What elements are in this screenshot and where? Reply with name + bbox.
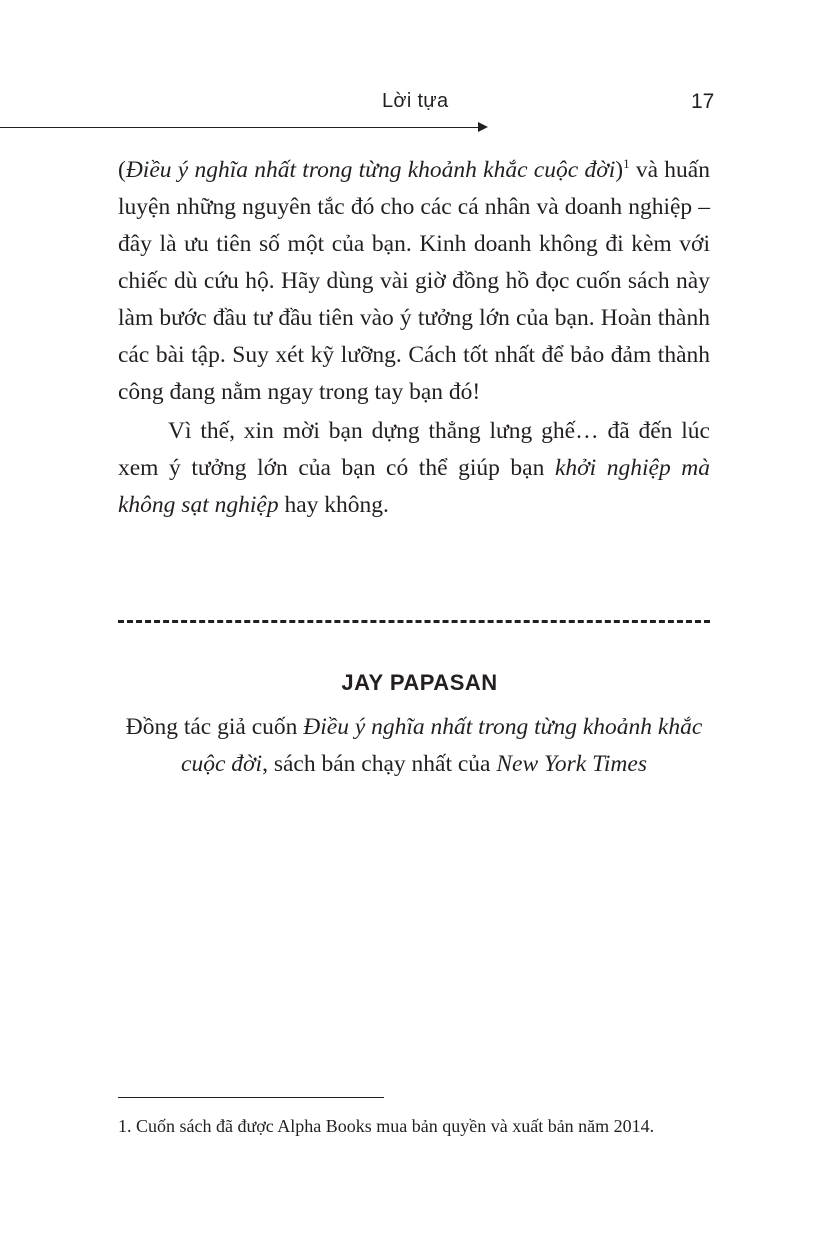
body-text bbox=[118, 152, 710, 524]
arrow-icon bbox=[478, 122, 488, 132]
footnote-reference: 1 bbox=[623, 156, 630, 171]
dashed-divider bbox=[118, 620, 710, 623]
paragraph-text: hay không. bbox=[278, 492, 389, 518]
book-title-italic: Điều ý nghĩa nhất trong từng khoảnh khắc cuộc đời bbox=[125, 157, 616, 183]
paragraph-text: Vì thế, xin mời bạn dựng thẳng lưng ghế… đã đến lúc xem ý tưởng lớn của bạn có thể giúp bạn bbox=[118, 418, 710, 481]
bio-text: , sách bán chạy nhất của bbox=[262, 751, 497, 777]
page-number: 17 bbox=[691, 90, 715, 113]
author-name: JAY PAPASAN bbox=[341, 670, 498, 695]
emphasis-italic: khởi nghiệp mà không sạt nghiệp bbox=[118, 455, 711, 518]
chapter-title: Lời tựa bbox=[382, 90, 449, 112]
footnote: 1. Cuốn sách đã được Alpha Books mua bản quyền và xuất bản năm 2014. bbox=[118, 1116, 655, 1136]
bio-publisher: New York Times bbox=[496, 751, 647, 777]
running-header bbox=[0, 84, 839, 134]
paragraph bbox=[118, 413, 710, 524]
bio-book-title: Điều ý nghĩa nhất trong từng khoảnh khắc cuộc đời bbox=[181, 714, 703, 777]
footnote-rule bbox=[118, 1097, 384, 1098]
paragraph-text: và huấn luyện những nguyên tắc đó cho các cá nhân và doanh nghiệp – đây là ưu tiên số một của bạn. Kinh doanh không đi kèm với chiếc dù cứu hộ. Hãy dùng vài giờ đồng hồ đọc cuốn sách này làm bước đầu tư đầu tiên vào ý tưởng lớn của bạn. Hoàn thành các bài tập. Suy xét kỹ lưỡng. Cách tốt nhất để bảo đảm thành công đang nằm ngay trong tay bạn đó! bbox=[118, 157, 710, 405]
header-rule bbox=[0, 127, 480, 128]
author-bio bbox=[118, 709, 710, 783]
bio-text: Đồng tác giả cuốn bbox=[125, 714, 304, 740]
paragraph: (Điều ý nghĩa nhất trong từng khoảnh khắc cuộc đời)$^1$ và huấn luyện những nguyên tắc đó cho các cá nhân và doanh nghiệp – đây là ưu tiên số một của bạn. Kinh doanh không đi kèm với chiếc dù cứu hộ. Hãy dùng vài giờ đồng hồ đọc cuốn sách này làm bước đầu tư đầu tiên vào ý tưởng lớn của bạn. Hoàn thành các bài tập. Suy xét kỹ lưỡng. Cách tốt nhất để bảo đảm thành công đang nằm ngay trong tay bạn đó! bbox=[118, 156, 710, 405]
